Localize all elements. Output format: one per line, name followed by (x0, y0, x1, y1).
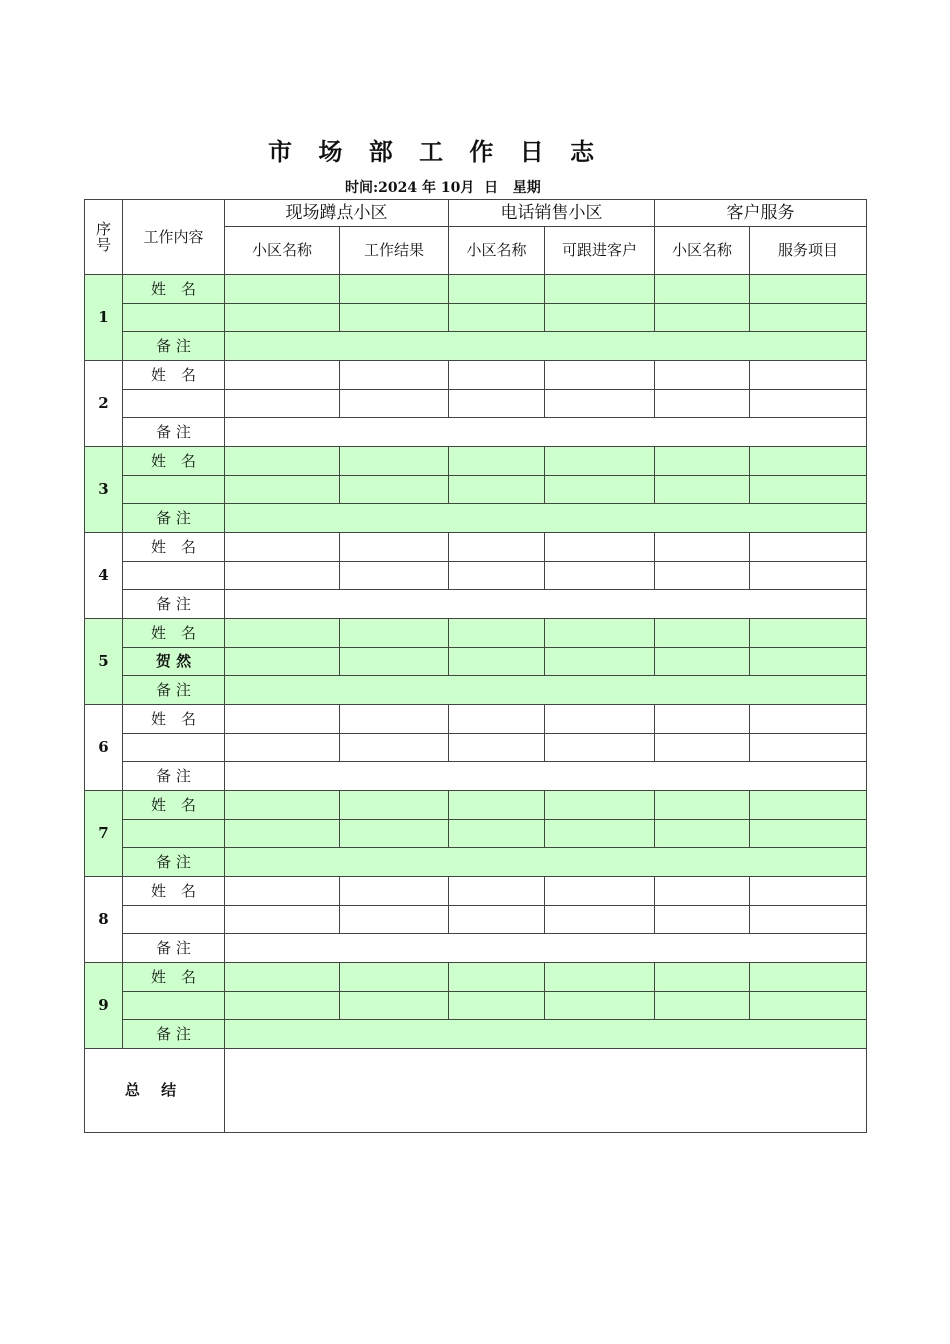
summary-label: 总 结 (85, 1049, 225, 1133)
entry-seq-number: 6 (85, 705, 123, 791)
date-prefix: 时间: (345, 180, 379, 196)
entry-seq-number: 4 (85, 533, 123, 619)
entry-cell[interactable] (449, 533, 545, 562)
date-weekday: 星期 (512, 180, 541, 196)
person-name[interactable] (123, 562, 225, 590)
entry-cell[interactable] (449, 992, 545, 1020)
entry-cell[interactable] (750, 390, 867, 418)
name-label: 姓 名 (123, 791, 225, 820)
name-label: 姓 名 (123, 619, 225, 648)
entry-cell[interactable] (225, 820, 340, 848)
entry-row (85, 504, 867, 533)
entry-cell[interactable] (225, 877, 340, 906)
entry-row (85, 275, 867, 304)
entry-cell[interactable] (655, 648, 750, 676)
entry-cell[interactable] (750, 533, 867, 562)
entry-cell[interactable] (655, 304, 750, 332)
entry-cell[interactable] (545, 361, 655, 390)
header-col: 工作结果 (340, 227, 449, 275)
entry-cell[interactable] (225, 275, 340, 304)
entry-cell[interactable] (449, 963, 545, 992)
entry-row (85, 963, 867, 992)
entry-cell[interactable] (750, 275, 867, 304)
person-name[interactable] (123, 734, 225, 762)
header-group-phone: 电话销售小区 (449, 200, 655, 227)
note-label: 备 注 (123, 1020, 225, 1049)
entry-cell[interactable] (545, 705, 655, 734)
entry-cell[interactable] (545, 648, 655, 676)
entry-cell[interactable] (340, 275, 449, 304)
person-name[interactable] (123, 820, 225, 848)
entry-cell[interactable] (449, 906, 545, 934)
note-field[interactable] (225, 332, 867, 361)
entry-cell[interactable] (655, 619, 750, 648)
entry-cell[interactable] (225, 791, 340, 820)
entry-cell[interactable] (225, 992, 340, 1020)
entry-cell[interactable] (340, 705, 449, 734)
date-year[interactable]: 2024 (378, 180, 418, 196)
entry-cell[interactable] (449, 562, 545, 590)
header-col: 可跟进客户 (545, 227, 655, 275)
person-name[interactable] (123, 906, 225, 934)
entry-row (85, 533, 867, 562)
entry-cell[interactable] (340, 877, 449, 906)
note-label: 备 注 (123, 590, 225, 619)
entry-cell[interactable] (340, 791, 449, 820)
entry-cell[interactable] (750, 304, 867, 332)
entry-cell[interactable] (655, 906, 750, 934)
name-label: 姓 名 (123, 361, 225, 390)
entry-cell[interactable] (750, 963, 867, 992)
entry-row (85, 734, 867, 762)
entry-cell[interactable] (340, 361, 449, 390)
entry-row (85, 877, 867, 906)
name-label: 姓 名 (123, 705, 225, 734)
header-col: 小区名称 (655, 227, 750, 275)
entry-cell[interactable] (655, 361, 750, 390)
note-field[interactable] (225, 762, 867, 791)
entry-cell[interactable] (750, 820, 867, 848)
entry-row (85, 906, 867, 934)
note-field[interactable] (225, 418, 867, 447)
note-label: 备 注 (123, 418, 225, 447)
entry-cell[interactable] (340, 734, 449, 762)
entry-cell[interactable] (545, 820, 655, 848)
entry-cell[interactable] (655, 992, 750, 1020)
entry-cell[interactable] (655, 705, 750, 734)
entry-cell[interactable] (545, 992, 655, 1020)
entry-row (85, 648, 867, 676)
note-field[interactable] (225, 590, 867, 619)
entry-row (85, 447, 867, 476)
entry-cell[interactable] (449, 820, 545, 848)
entry-cell[interactable] (449, 619, 545, 648)
header-group-onsite: 现场蹲点小区 (225, 200, 449, 227)
entry-cell[interactable] (750, 562, 867, 590)
entry-cell[interactable] (655, 275, 750, 304)
entry-cell[interactable] (545, 619, 655, 648)
entry-row (85, 476, 867, 504)
entry-row (85, 820, 867, 848)
entry-cell[interactable] (449, 447, 545, 476)
entry-cell[interactable] (449, 648, 545, 676)
entry-cell[interactable] (449, 304, 545, 332)
date-month-unit: 月 (460, 180, 475, 196)
entry-cell[interactable] (545, 562, 655, 590)
date-line (345, 177, 541, 197)
entry-cell[interactable] (449, 361, 545, 390)
entry-cell[interactable] (340, 533, 449, 562)
entry-cell[interactable] (449, 275, 545, 304)
entry-cell[interactable] (655, 476, 750, 504)
entry-cell[interactable] (449, 734, 545, 762)
entry-cell[interactable] (225, 476, 340, 504)
entry-cell[interactable] (449, 476, 545, 504)
entry-cell[interactable] (655, 390, 750, 418)
entry-cell[interactable] (655, 734, 750, 762)
note-label: 备 注 (123, 848, 225, 877)
entry-cell[interactable] (545, 447, 655, 476)
entry-cell[interactable] (225, 390, 340, 418)
entry-cell[interactable] (340, 963, 449, 992)
work-log-table (84, 199, 867, 1133)
entry-seq-number: 8 (85, 877, 123, 963)
entry-row (85, 562, 867, 590)
entry-cell[interactable] (655, 562, 750, 590)
entry-row (85, 361, 867, 390)
entry-cell[interactable] (225, 705, 340, 734)
entry-cell[interactable] (225, 906, 340, 934)
entry-cell[interactable] (340, 447, 449, 476)
entry-cell[interactable] (449, 705, 545, 734)
entry-cell[interactable] (340, 562, 449, 590)
entry-cell[interactable] (225, 734, 340, 762)
entry-row (85, 1020, 867, 1049)
entry-row (85, 934, 867, 963)
person-name[interactable]: 贺 然 (123, 648, 225, 676)
entry-cell[interactable] (225, 619, 340, 648)
person-name[interactable] (123, 390, 225, 418)
note-field[interactable] (225, 934, 867, 963)
entry-cell[interactable] (750, 877, 867, 906)
entry-seq-number: 1 (85, 275, 123, 361)
entry-cell[interactable] (449, 877, 545, 906)
date-month[interactable]: 10 (440, 180, 461, 196)
entry-cell[interactable] (750, 734, 867, 762)
header-col: 服务项目 (750, 227, 867, 275)
entry-row (85, 304, 867, 332)
note-field[interactable] (225, 504, 867, 533)
entry-cell[interactable] (340, 992, 449, 1020)
name-label: 姓 名 (123, 533, 225, 562)
entry-row (85, 762, 867, 791)
entry-cell[interactable] (655, 820, 750, 848)
entry-cell[interactable] (340, 619, 449, 648)
entry-row (85, 676, 867, 705)
entry-cell[interactable] (655, 791, 750, 820)
note-label: 备 注 (123, 934, 225, 963)
note-label: 备 注 (123, 762, 225, 791)
entry-seq-number: 9 (85, 963, 123, 1049)
entry-cell[interactable] (750, 791, 867, 820)
entry-row (85, 791, 867, 820)
entry-cell[interactable] (449, 390, 545, 418)
entry-cell[interactable] (655, 963, 750, 992)
note-label: 备 注 (123, 504, 225, 533)
header-col: 小区名称 (225, 227, 340, 275)
entry-cell[interactable] (545, 304, 655, 332)
name-label: 姓 名 (123, 447, 225, 476)
entry-row (85, 418, 867, 447)
note-label: 备 注 (123, 676, 225, 705)
entry-cell[interactable] (545, 275, 655, 304)
entry-cell[interactable] (225, 648, 340, 676)
entry-cell[interactable] (340, 906, 449, 934)
entry-cell[interactable] (545, 476, 655, 504)
note-field[interactable] (225, 676, 867, 705)
note-field[interactable] (225, 848, 867, 877)
entry-cell[interactable] (545, 791, 655, 820)
entry-cell[interactable] (340, 476, 449, 504)
note-field[interactable] (225, 1020, 867, 1049)
header-col: 小区名称 (449, 227, 545, 275)
date-day-unit: 日 (484, 180, 499, 196)
entry-cell[interactable] (750, 619, 867, 648)
entry-cell[interactable] (225, 447, 340, 476)
summary-row (85, 1049, 867, 1133)
person-name[interactable] (123, 992, 225, 1020)
header-seq: 序号 (85, 200, 123, 275)
entry-cell[interactable] (340, 390, 449, 418)
entry-seq-number: 7 (85, 791, 123, 877)
entry-cell[interactable] (750, 447, 867, 476)
entry-cell[interactable] (340, 648, 449, 676)
entry-cell[interactable] (545, 734, 655, 762)
page-title: 市 场 部 工 作 日 志 (268, 137, 604, 166)
entry-cell[interactable] (225, 361, 340, 390)
header-work: 工作内容 (123, 200, 225, 275)
entry-cell[interactable] (225, 304, 340, 332)
entry-seq-number: 3 (85, 447, 123, 533)
entry-row (85, 619, 867, 648)
entry-cell[interactable] (750, 992, 867, 1020)
entry-cell[interactable] (449, 791, 545, 820)
note-label: 备 注 (123, 332, 225, 361)
name-label: 姓 名 (123, 275, 225, 304)
entry-cell[interactable] (545, 390, 655, 418)
entry-cell[interactable] (655, 877, 750, 906)
entry-cell[interactable] (225, 533, 340, 562)
entry-seq-number: 5 (85, 619, 123, 705)
entry-cell[interactable] (545, 533, 655, 562)
entry-cell[interactable] (750, 906, 867, 934)
entry-row (85, 848, 867, 877)
name-label: 姓 名 (123, 963, 225, 992)
entry-cell[interactable] (340, 820, 449, 848)
entry-row (85, 705, 867, 734)
entry-cell[interactable] (750, 361, 867, 390)
entry-seq-number: 2 (85, 361, 123, 447)
entry-row (85, 590, 867, 619)
entry-row (85, 992, 867, 1020)
date-year-unit: 年 (422, 180, 437, 196)
entry-cell[interactable] (340, 304, 449, 332)
summary-field[interactable] (225, 1049, 867, 1133)
entry-cell[interactable] (655, 533, 750, 562)
entry-cell[interactable] (225, 963, 340, 992)
entry-cell[interactable] (545, 963, 655, 992)
entry-cell[interactable] (545, 877, 655, 906)
entry-cell[interactable] (750, 648, 867, 676)
entry-cell[interactable] (225, 562, 340, 590)
entry-cell[interactable] (750, 705, 867, 734)
person-name[interactable] (123, 304, 225, 332)
entry-cell[interactable] (655, 447, 750, 476)
person-name[interactable] (123, 476, 225, 504)
header-group-service: 客户服务 (655, 200, 867, 227)
entry-cell[interactable] (750, 476, 867, 504)
name-label: 姓 名 (123, 877, 225, 906)
entry-cell[interactable] (545, 906, 655, 934)
entry-row (85, 332, 867, 361)
entry-row (85, 390, 867, 418)
